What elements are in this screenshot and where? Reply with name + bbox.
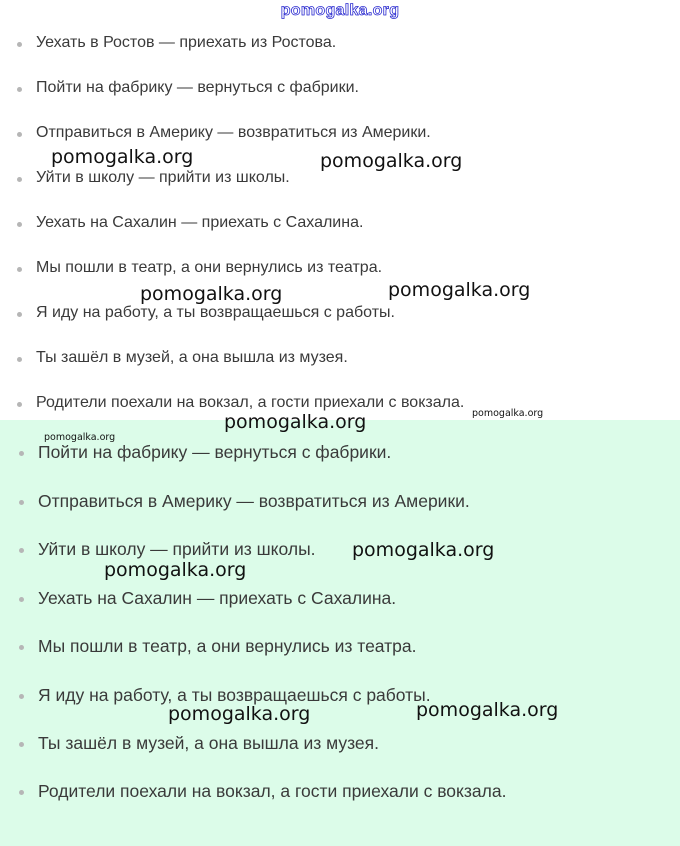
top-watermark: pomogalka.org: [280, 2, 400, 19]
bullet-icon: [17, 402, 22, 407]
watermark: pomogalka.org: [320, 150, 463, 172]
bullet-icon: [19, 500, 24, 505]
bullet-icon: [19, 645, 24, 650]
bullet-icon: [17, 87, 22, 92]
watermark: pomogalka.org: [416, 699, 559, 721]
bullet-icon: [17, 177, 22, 182]
bullet-icon: [19, 597, 24, 602]
watermark: pomogalka.org: [472, 408, 544, 419]
watermark: pomogalka.org: [51, 146, 194, 168]
bullet-icon: [17, 42, 22, 47]
bullet-icon: [17, 267, 22, 272]
watermark: pomogalka.org: [388, 279, 531, 301]
bullet-icon: [17, 312, 22, 317]
watermark: pomogalka.org: [104, 559, 247, 581]
watermark: pomogalka.org: [44, 432, 116, 443]
bullet-icon: [17, 132, 22, 137]
watermark: pomogalka.org: [168, 703, 311, 725]
watermark: pomogalka.org: [140, 283, 283, 305]
bullet-icon: [19, 548, 24, 553]
bullet-icon: [17, 222, 22, 227]
bullet-icon: [19, 694, 24, 699]
watermark: pomogalka.org: [352, 539, 495, 561]
bullet-icon: [19, 790, 24, 795]
bullet-icon: [17, 357, 22, 362]
watermark: pomogalka.org: [224, 411, 367, 433]
bullet-icon: [19, 742, 24, 747]
bullet-icon: [19, 451, 24, 456]
